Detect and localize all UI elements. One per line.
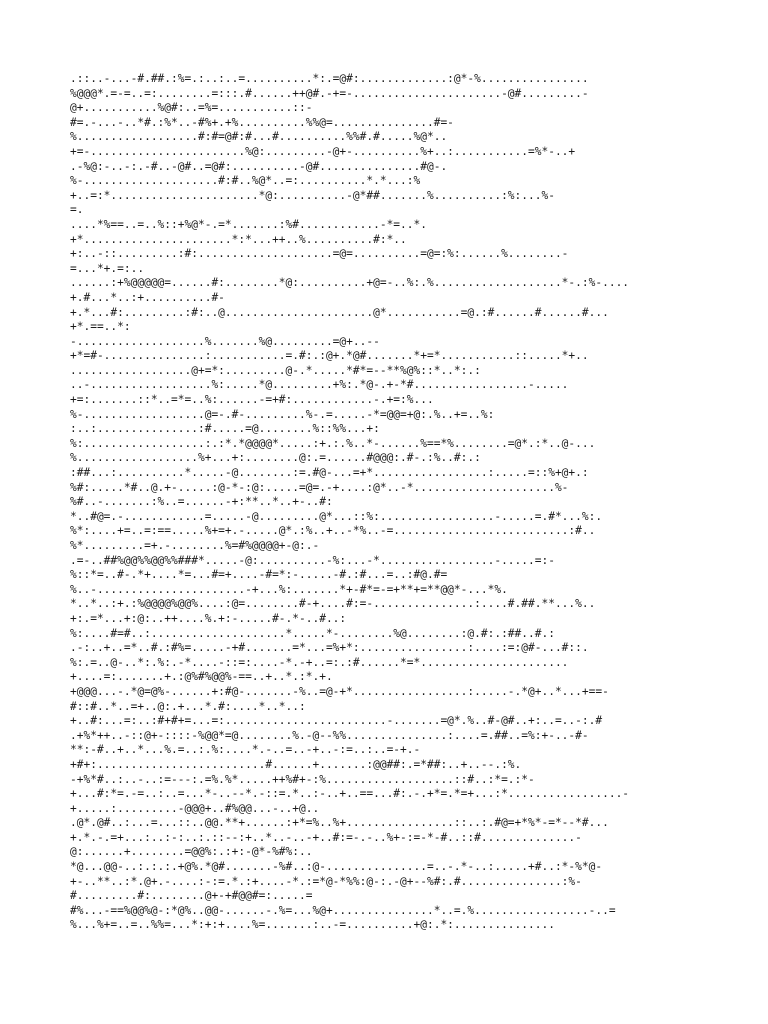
text-line: +:..-::.........:#:....................=@=..........=@=:%:......%........- [70, 247, 569, 261]
text-line: %::*=..#-.*+....*=...#=+....-#=*:-.....-#.:#...=..:#@.#= [70, 568, 448, 582]
text-line: -...................%.......%@.........=@+..-- [70, 334, 380, 348]
text-line: *..*..:+.:%@@@@%@@%....:@=........#-+....#:=-...............:....#.##.**...%.. [70, 597, 596, 611]
text-line: +....=:.......+.:@%#%@@%-==..+..*.:*.+. [70, 670, 333, 684]
text-line: +:.=*...+:@:..++....%.+:-.....#-.*-..#..: [70, 611, 347, 625]
text-line: *..#@=.-............=.....-@.........@*...::%:.................-.....=.#*...%:. [70, 509, 603, 523]
text-line: .+%*++..-::@+-::::-%@@*=@........%.-@--%%...............:....=.##..=%:+-..-#- [70, 728, 589, 742]
text-line: +*......................*:*...++..%..........#:*.. [70, 232, 407, 246]
text-line: @:......+........=@@%:.:+:-@*-%#%:.. [70, 845, 313, 859]
text-line: %#..-.......:%..=......-+:**..*..+-..#: [70, 495, 333, 509]
text-line: +.....:.........-@@@+..#%@@...-..+@.. [70, 801, 320, 815]
text-line: #.........#:........@+-+#@@#=:.....= [70, 889, 313, 903]
text-line: +=:.......::*..=*=..%:......-=+#:............-.+=:%... [70, 393, 434, 407]
text-line: .::..-...-#.##.:%=.:..:..=..........*:.=@#:.............:@*-%................ [70, 72, 589, 85]
text-line: %-..................@=-.#-.........%-.=.....-*=@@=+@:.%..+=..%: [70, 407, 495, 421]
text-line: .-:..+..=*..#.:#%=.....-+#.......=*...=%+*:................:....:=:@#-...#::. [70, 641, 589, 655]
text-line: @+...........%@#:..=%=...........::- [70, 101, 313, 115]
text-line: +#+:.........................#......+.......:@@##:.=*##:..+..--.:%. [70, 757, 522, 771]
text-line: #=.-...-..*#.:%*..-#%+.+%..........%%@=...............#=- [70, 115, 454, 129]
text-line: +*.==..*: [70, 320, 131, 334]
text-line: +.*...#:.........:#:..@......................@*...........=@.:#......#......#... [70, 305, 609, 319]
text-line: **:-#..+..*...%.=..:.%:....*.-..=..-+..-:=..:..=-+.- [70, 743, 421, 757]
text-line: +..=:*......................*@:..........-@*##.......%..........:%:...%- [70, 188, 555, 202]
text-line: +-..**..:*.@+.-....:-:=.*.:+....-*.:=*@-*%%:@-:.-@+--%#:.#...............:%- [70, 874, 582, 888]
text-line: :##...:..........*.....-@........:=.#@-...=+*.................:.....=::%+@+.: [70, 466, 589, 480]
ascii-art-block [70, 72, 710, 933]
text-line: -+%*#..:..-..:=---:.=%.%*.....++%#+-:%...................::#..:*=.:*- [70, 772, 535, 786]
text-line: %-....................#:#..%@*..=:..........*.*...:% [70, 174, 421, 188]
text-line: =. [70, 203, 84, 217]
text-line: +=-.......................%@:.........-@+-..........%+..:...........=%*-..+ [70, 144, 576, 158]
text-line: %@@@*.=-=..=:........=:::.#......++@#.-+=-......................-@#.........- [70, 86, 589, 100]
text-line: %..-......................-+...%:.......*+-#*=-=+**+=**@@*-...*%. [70, 582, 508, 596]
text-line: ......:+%@@@@@=......#:........*@:..........+@=-..%:.%...................*-.:%-.... [70, 276, 630, 290]
text-line: +..#:...=:..:#+#+=...=:........................-.......=@*.%..#-@#..+:..=..-:.# [70, 714, 603, 728]
text-line: +...#:*=.-=..:..=...*-..--*.-::=.*..:-..+..==...#:.-.+*=.*=+...:*.................- [70, 787, 630, 801]
text-line: #%...-==%@@%@-:*@%..@@-......-.%=...%@+...............*..=.%.................-..= [70, 903, 616, 917]
text-line: ....*%==..=..%::+%@*-.=*.......:%#............-*=..*. [70, 217, 427, 231]
text-line: #::#..*..=+..@:.+...*.#:....*..*..: [70, 699, 306, 713]
text-line: *@...@@-..:.:.:.+@%.*@#.......-%#..:@-...............=..-.*-..:.....+#..:*-%*@- [70, 860, 603, 874]
text-line: %..................%+...+:........@:.=......#@@@:.#-.:%..#:.: [70, 451, 481, 465]
text-line: %#:.....*#..@.+-.....:@-*-:@:.....=@=.-+....:@*..-*.....................%- [70, 480, 569, 494]
text-line: +@@@...-.*@=@%-......+:#@-.......-%..=@-+*.................:.....-.*@+..*...+==- [70, 684, 609, 698]
text-line: %:.=..@-..*:.%:.-*....-::=:....-*.-+..=:.:#......*=*...................... [70, 655, 569, 669]
text-line: =...*+.=:.. [70, 261, 145, 275]
text-line: %...%+=..=..%%=...*:+:+....%=.......:..-=..........+@:.*:............... [70, 918, 555, 932]
text-line: +*=#-...............:...........=.#:.:@+.*@#.......*+=*...........::.....*+.. [70, 349, 589, 363]
text-line: +.*.-.=+...:..:-:..:.::--:+..*..-..-+..#:=-.-..%+-:=-*-#..::#..............- [70, 830, 582, 844]
text-line: %*.........=+.-........%=#%@@@@+-@:.- [70, 539, 320, 552]
text-line: %*:....+=..=:==.....%+=+.-.....@*.:%..+..-*%..-=..........................:#.. [70, 524, 596, 538]
text-line: ..................@+=*:.........@-.*.....*#*=--**%@%::*..*:.: [70, 363, 481, 377]
text-line: +.#...*..:+..........#- [70, 290, 225, 304]
text-line: %..................#:#=@#:#...#..........%%#.#.....%@*.. [70, 130, 448, 144]
text-line: .-%@:-..-:.-#..-@#..=@#:..........-@#...............#@-. [70, 159, 448, 173]
text-line: ..-..................%:.....*@.........+%:.*@-.+-*#.................-..... [70, 378, 569, 392]
text-line: %:....#=#..:....................*.....*-........%@........:@.#:.:##..#.: [70, 626, 555, 640]
text-line: %:..................:.:*.*@@@@*.....:+.:.%..*-......%==*%........=@*.:*..@-... [70, 436, 596, 450]
text-line: .=-..##%@@%%@@%%###*.....-@:..........-%:...-*.................-.....=:- [70, 553, 555, 567]
text-line: :..:...............:#.....=@........%::%%...+: [70, 422, 380, 436]
text-line: .@*.@#..:...=...::..@@.**+......:+*=%..%+................::..:.#@=+*%*-=*--*#... [70, 816, 609, 830]
